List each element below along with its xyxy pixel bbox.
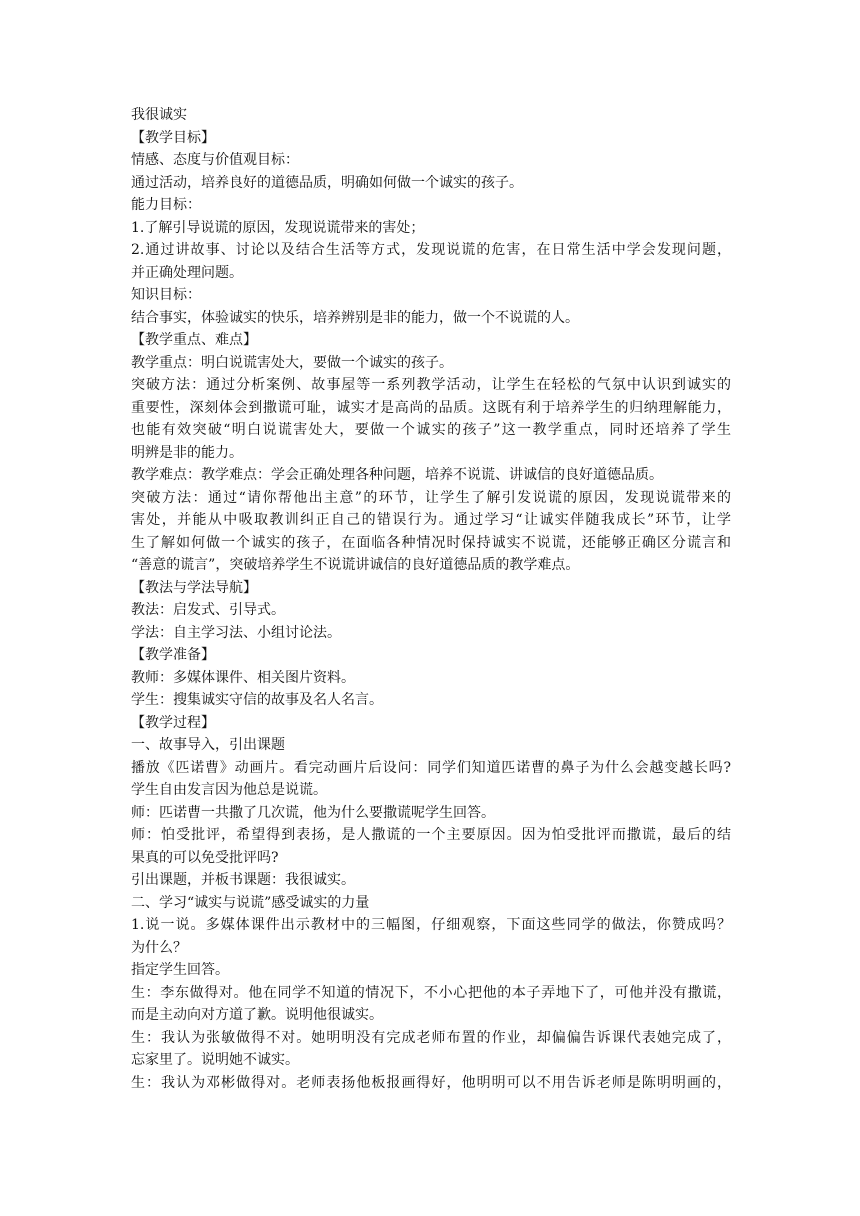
text-line: 突破方法：通过“请你帮他出主意”的环节，让学生了解引发说谎的原因，发现说谎带来的 — [131, 489, 731, 506]
section-heading: 【教学准备】 — [131, 647, 215, 663]
text-line: 生：我认为邓彬做得对。老师表扬他板报画得好，他明明可以不用告诉老师是陈明明画的， — [131, 1074, 731, 1091]
text-line: 也能有效突破“明白说谎害处大，要做一个诚实的孩子”这一教学重点，同时还培养了学生 — [131, 422, 731, 438]
text-line: 引出课题，并板书课题：我很诚实。 — [131, 872, 355, 888]
text-line: 而是主动向对方道了歉。说明他很诚实。 — [131, 1007, 383, 1023]
text-line: 师：匹诺曹一共撒了几次谎，他为什么要撒谎呢学生回答。 — [131, 804, 495, 821]
section-heading: 【教法与学法导航】 — [131, 579, 257, 596]
text-line: 情感、态度与价值观目标： — [131, 152, 299, 168]
text-line: 教学重点：明白说谎害处大，要做一个诚实的孩子。 — [131, 354, 453, 371]
text-line: “善意的谎言”，突破培养学生不说谎讲诚信的良好道德品质的教学难点。 — [131, 557, 580, 573]
text-line: 师：怕受批评，希望得到表扬，是人撒谎的一个主要原因。因为怕受批评而撒谎，最后的结 — [131, 827, 731, 843]
text-line: 学法：自主学习法、小组讨论法。 — [131, 624, 341, 641]
text-line: 学生自由发言因为他总是说谎。 — [131, 782, 327, 798]
text-line: 突破方法：通过分析案例、故事屋等一系列教学活动，让学生在轻松的气氛中认识到诚实的 — [131, 377, 731, 393]
text-line: 指定学生回答。 — [131, 962, 229, 978]
text-line: 果真的可以免受批评吗? — [131, 849, 279, 866]
text-line: 2.通过讲故事、讨论以及结合生活等方式，发现说谎的危害，在日常生活中学会发现问题， — [131, 242, 731, 258]
text-line: 学生：搜集诚实守信的故事及名人名言。 — [131, 692, 383, 708]
text-line: 教学难点：教学难点：学会正确处理各种问题，培养不说谎、讲诚信的良好道德品质。 — [131, 467, 663, 483]
text-line: 教法：启发式、引导式。 — [131, 602, 285, 618]
text-line: 忘家里了。说明她不诚实。 — [131, 1052, 299, 1068]
text-line: 1.了解引导说谎的原因，发现说谎带来的害处； — [131, 219, 425, 236]
text-line: 害处，并能从中吸取教训纠正自己的错误行为。通过学习“让诚实伴随我成长”环节，让学 — [131, 512, 731, 528]
text-line: 重要性，深刻体会到撒谎可耻，诚实才是高尚的品质。这既有利于培养学生的归纳理解能力， — [131, 399, 731, 416]
text-line: 教师：多媒体课件、相关图片资料。 — [131, 669, 355, 686]
text-line: 生：我认为张敏做得不对。她明明没有完成老师布置的作业，却偏偏告诉课代表她完成了， — [131, 1029, 731, 1046]
text-line: 为什么？ — [131, 939, 187, 956]
document-title: 我很诚实 — [131, 107, 187, 123]
section-heading: 【教学重点、难点】 — [131, 332, 257, 348]
text-line: 明辨是非的能力。 — [131, 444, 243, 461]
text-line: 结合事实，体验诚实的快乐，培养辨别是非的能力，做一个不说谎的人。 — [131, 309, 579, 326]
text-line: 知识目标： — [131, 287, 201, 303]
document-page — [131, 104, 731, 1094]
text-line: 生了解如何做一个诚实的孩子，在面临各种情况时保持诚实不说谎，还能够正确区分谎言和 — [131, 534, 731, 551]
text-line: 并正确处理问题。 — [131, 264, 243, 281]
text-line: 1.说一说。多媒体课件出示教材中的三幅图，仔细观察，下面这些同学的做法，你赞成吗？ — [131, 917, 731, 933]
section-heading: 【教学过程】 — [131, 714, 215, 731]
section-heading: 【教学目标】 — [131, 129, 215, 146]
subsection-heading: 二、学习“诚实与说谎”感受诚实的力量 — [131, 894, 370, 911]
subsection-heading: 一、故事导入，引出课题 — [131, 737, 285, 753]
text-line: 能力目标： — [131, 197, 201, 213]
text-line: 通过活动，培养良好的道德品质，明确如何做一个诚实的孩子。 — [131, 174, 523, 191]
text-line: 生：李东做得对。他在同学不知道的情况下，不小心把他的本子弄地下了，可他并没有撒谎， — [131, 984, 731, 1001]
text-line: 播放《匹诺曹》动画片。看完动画片后设问：同学们知道匹诺曹的鼻子为什么会越变越长吗? — [131, 759, 731, 776]
